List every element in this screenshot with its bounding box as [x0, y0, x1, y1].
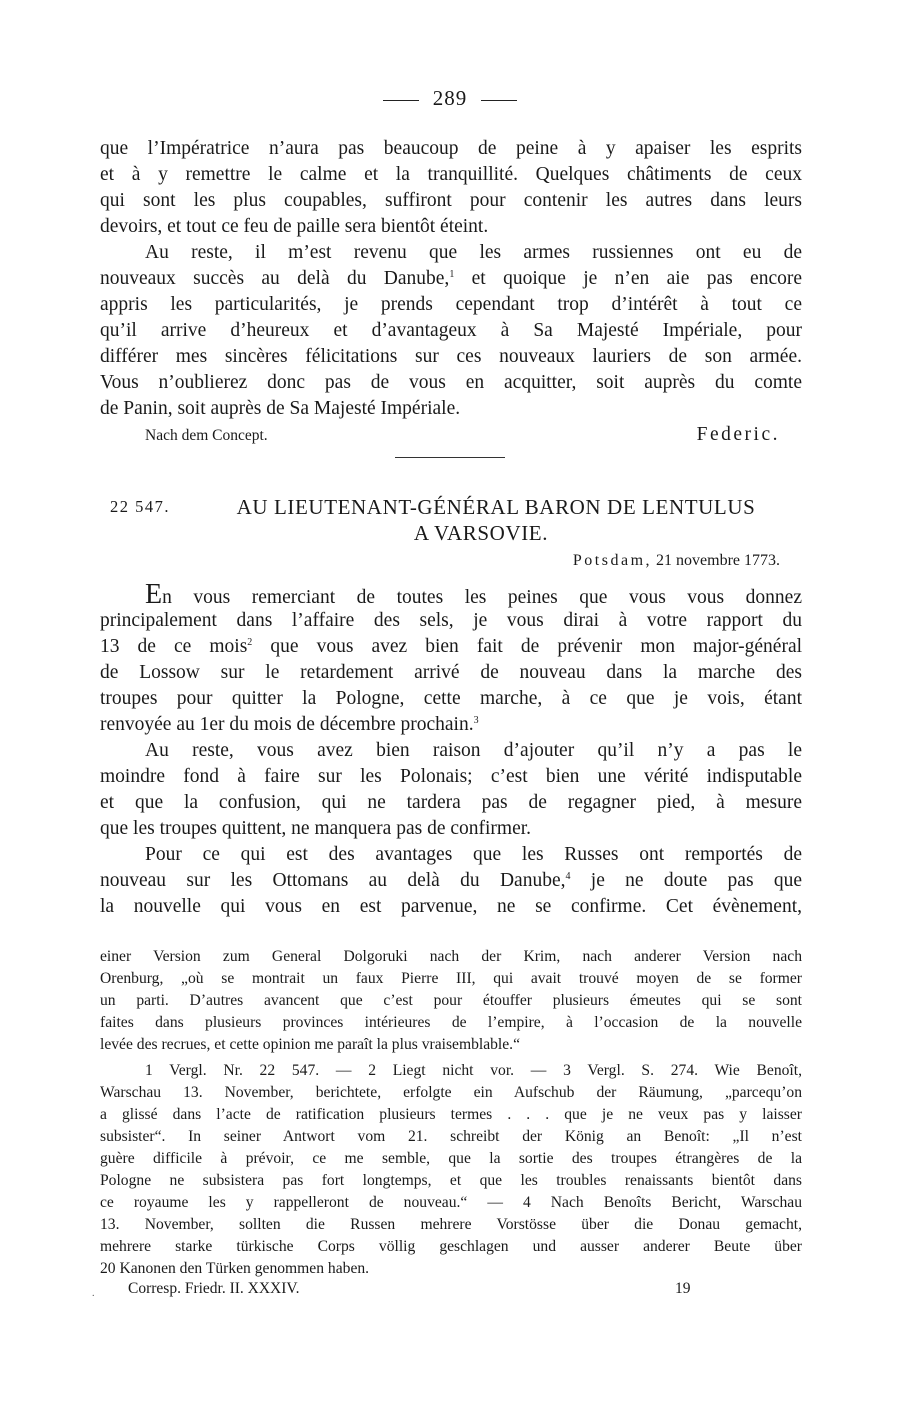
dateline — [573, 552, 780, 570]
body-text: nouveaux succès au delà du Danube, — [100, 268, 450, 289]
source-note: Nach dem Concept. — [145, 427, 268, 444]
body-line: de Panin, soit auprès de Sa Majesté Impériale. — [100, 398, 461, 419]
body-line: et que la confusion, qui ne tardera pas de regagner pied, à mesure — [100, 792, 802, 813]
footnote-ref: 1 — [449, 269, 455, 280]
page-number — [0, 86, 900, 111]
body-line: principalement dans l’affaire des sels, je vous dirai à votre rapport du — [100, 610, 802, 631]
footnote-line: mehrere starke türkische Corps völlig geschlagen und ausser anderer Beute über — [100, 1238, 802, 1255]
body-text: renvoyée au 1er du mois de décembre prochain. — [100, 714, 474, 735]
body-line: différer mes sincères félicitations sur ces nouveaux lauriers de son armée. — [100, 346, 802, 367]
letter-heading — [100, 494, 802, 520]
body-line: appris les particularités, je prends cependant trop d’intérêt à tout ce — [100, 294, 802, 315]
date-text: 21 novembre 1773. — [656, 552, 780, 569]
closing-line — [100, 424, 802, 450]
footer-title: Corresp. Friedr. II. XXXIV. — [128, 1280, 300, 1297]
body-line: que l’Impératrice n’aura pas beaucoup de peine à y apaiser les esprits — [100, 138, 802, 159]
signature-mark: 19 — [675, 1280, 691, 1297]
body-line: qu’il arrive d’heureux et d’avantageux à Sa Majesté Impériale, pour — [100, 320, 802, 341]
header-dash-right — [481, 100, 517, 101]
body-line: et à y remettre le calme et la tranquillité. Quelques châtiments de ceux — [100, 164, 802, 185]
body-text: que vous avez bien fait de prévenir mon major-général — [270, 636, 803, 657]
body-line: Vous n’oublierez donc pas de vous en acquitter, soit auprès du comte — [100, 372, 802, 393]
body-text: nouveau sur les Ottomans au delà du Danube, — [100, 870, 566, 891]
dropcap: E — [145, 579, 163, 610]
body-line-with-footnote — [100, 266, 802, 292]
footnote-line: levée des recrues, et cette opinion me paraît la plus vraisemblable.“ — [100, 1036, 520, 1053]
footnote-line: Pologne ne subsistera pas fort longtemps, et que les troubles renaissants bientôt dans — [100, 1172, 802, 1189]
body-line: Pour ce qui est des avantages que les Russes ont remportés de — [145, 844, 802, 865]
body-line: Au reste, il m’est revenu que les armes russiennes ont eu de — [145, 242, 802, 263]
footnote-ref: 2 — [247, 637, 253, 648]
body-text: je ne doute pas que — [590, 870, 802, 891]
body-text: 13 de ce mois — [100, 636, 248, 657]
letter-heading-line2 — [100, 520, 802, 546]
footnote-line: a glissé dans l’acte de ratification plusieurs termes . . . que je ne veux pas y laisser — [100, 1106, 802, 1123]
body-line: devoirs, et tout ce feu de paille sera bientôt éteint. — [100, 216, 489, 237]
section-divider — [395, 457, 505, 458]
body-line: de Lossow sur le retardement arrivé de nouveau dans la marche des — [100, 662, 802, 683]
body-text: et quoique je n’en aie pas encore — [471, 268, 802, 289]
body-text: n vous remerciant de toutes les peines que vous vous donnez — [162, 587, 802, 608]
header-dash-left — [383, 100, 419, 101]
footnote-line: 13. November, sollten die Russen mehrere Vorstösse über die Donau gemacht, — [100, 1216, 802, 1233]
footnote-line: 20 Kanonen den Türken genommen haben. — [100, 1260, 370, 1277]
body-line: que les troupes quittent, ne manquera pas de confirmer. — [100, 818, 532, 839]
footnote-line: Orenburg, „où se montrait un faux Pierre III, qui avait trouvé moyen de se former — [100, 970, 802, 987]
body-line-with-footnote — [100, 868, 802, 894]
letter-number: 22 547. — [110, 497, 170, 516]
footer-dot: . — [92, 1288, 95, 1299]
body-line: la nouvelle qui vous en est parvenue, ne se confirme. Cet évènement, — [100, 896, 802, 917]
body-line: moindre fond à faire sur les Polonais; c’est bien une vérité indisputable — [100, 766, 802, 787]
footnote-line: un parti. D’autres avancent que c’est pour étouffer plusieurs émeutes qui se sont — [100, 992, 802, 1009]
footnote-line: guère difficile à prévoir, ce me semble, que la sortie des troupes étrangères de la — [100, 1150, 802, 1167]
footnote-ref: 4 — [565, 871, 571, 882]
footnote-line: ce royaume les y rappelleront de nouveau.“ — 4 Nach Benoîts Bericht, Warschau — [100, 1194, 802, 1211]
body-line-with-footnote — [100, 712, 802, 738]
footnote-line: Warschau 13. November, berichtete, erfolgte ein Aufschub der Räumung, „parcequ’on — [100, 1084, 802, 1101]
footnote-line: subsister“. In seiner Antwort vom 21. schreibt der König an Benoît: „Il n’est — [100, 1128, 802, 1145]
body-line-with-footnote — [100, 634, 802, 660]
letter-title: AU LIEUTENANT-GÉNÉRAL BARON DE LENTULUS — [236, 495, 756, 519]
footnote-line: einer Version zum General Dolgoruki nach der Krim, nach anderer Version nach — [100, 948, 802, 965]
footnote-line: faites dans plusieurs provinces intérieures de l’empire, à l’occasion de la nouvelle — [100, 1014, 802, 1031]
letter-destination: A VARSOVIE. — [413, 521, 549, 545]
body-line-dropcap — [145, 579, 802, 611]
footnote-line: 1 Vergl. Nr. 22 547. — 2 Liegt nicht vor. — 3 Vergl. S. 274. Wie Benoît, — [145, 1062, 802, 1079]
body-line: qui sont les plus coupables, suffiront pour contenir les autres dans leurs — [100, 190, 802, 211]
footnote-ref: 3 — [473, 715, 479, 726]
body-line: Au reste, vous avez bien raison d’ajouter qu’il n’y a pas le — [145, 740, 802, 761]
date-place: Potsdam, — [572, 552, 653, 569]
signature: Federic. — [696, 424, 780, 445]
page-number-text: 289 — [432, 86, 468, 110]
body-line: troupes pour quitter la Pologne, cette marche, à ce que je vois, étant — [100, 688, 802, 709]
